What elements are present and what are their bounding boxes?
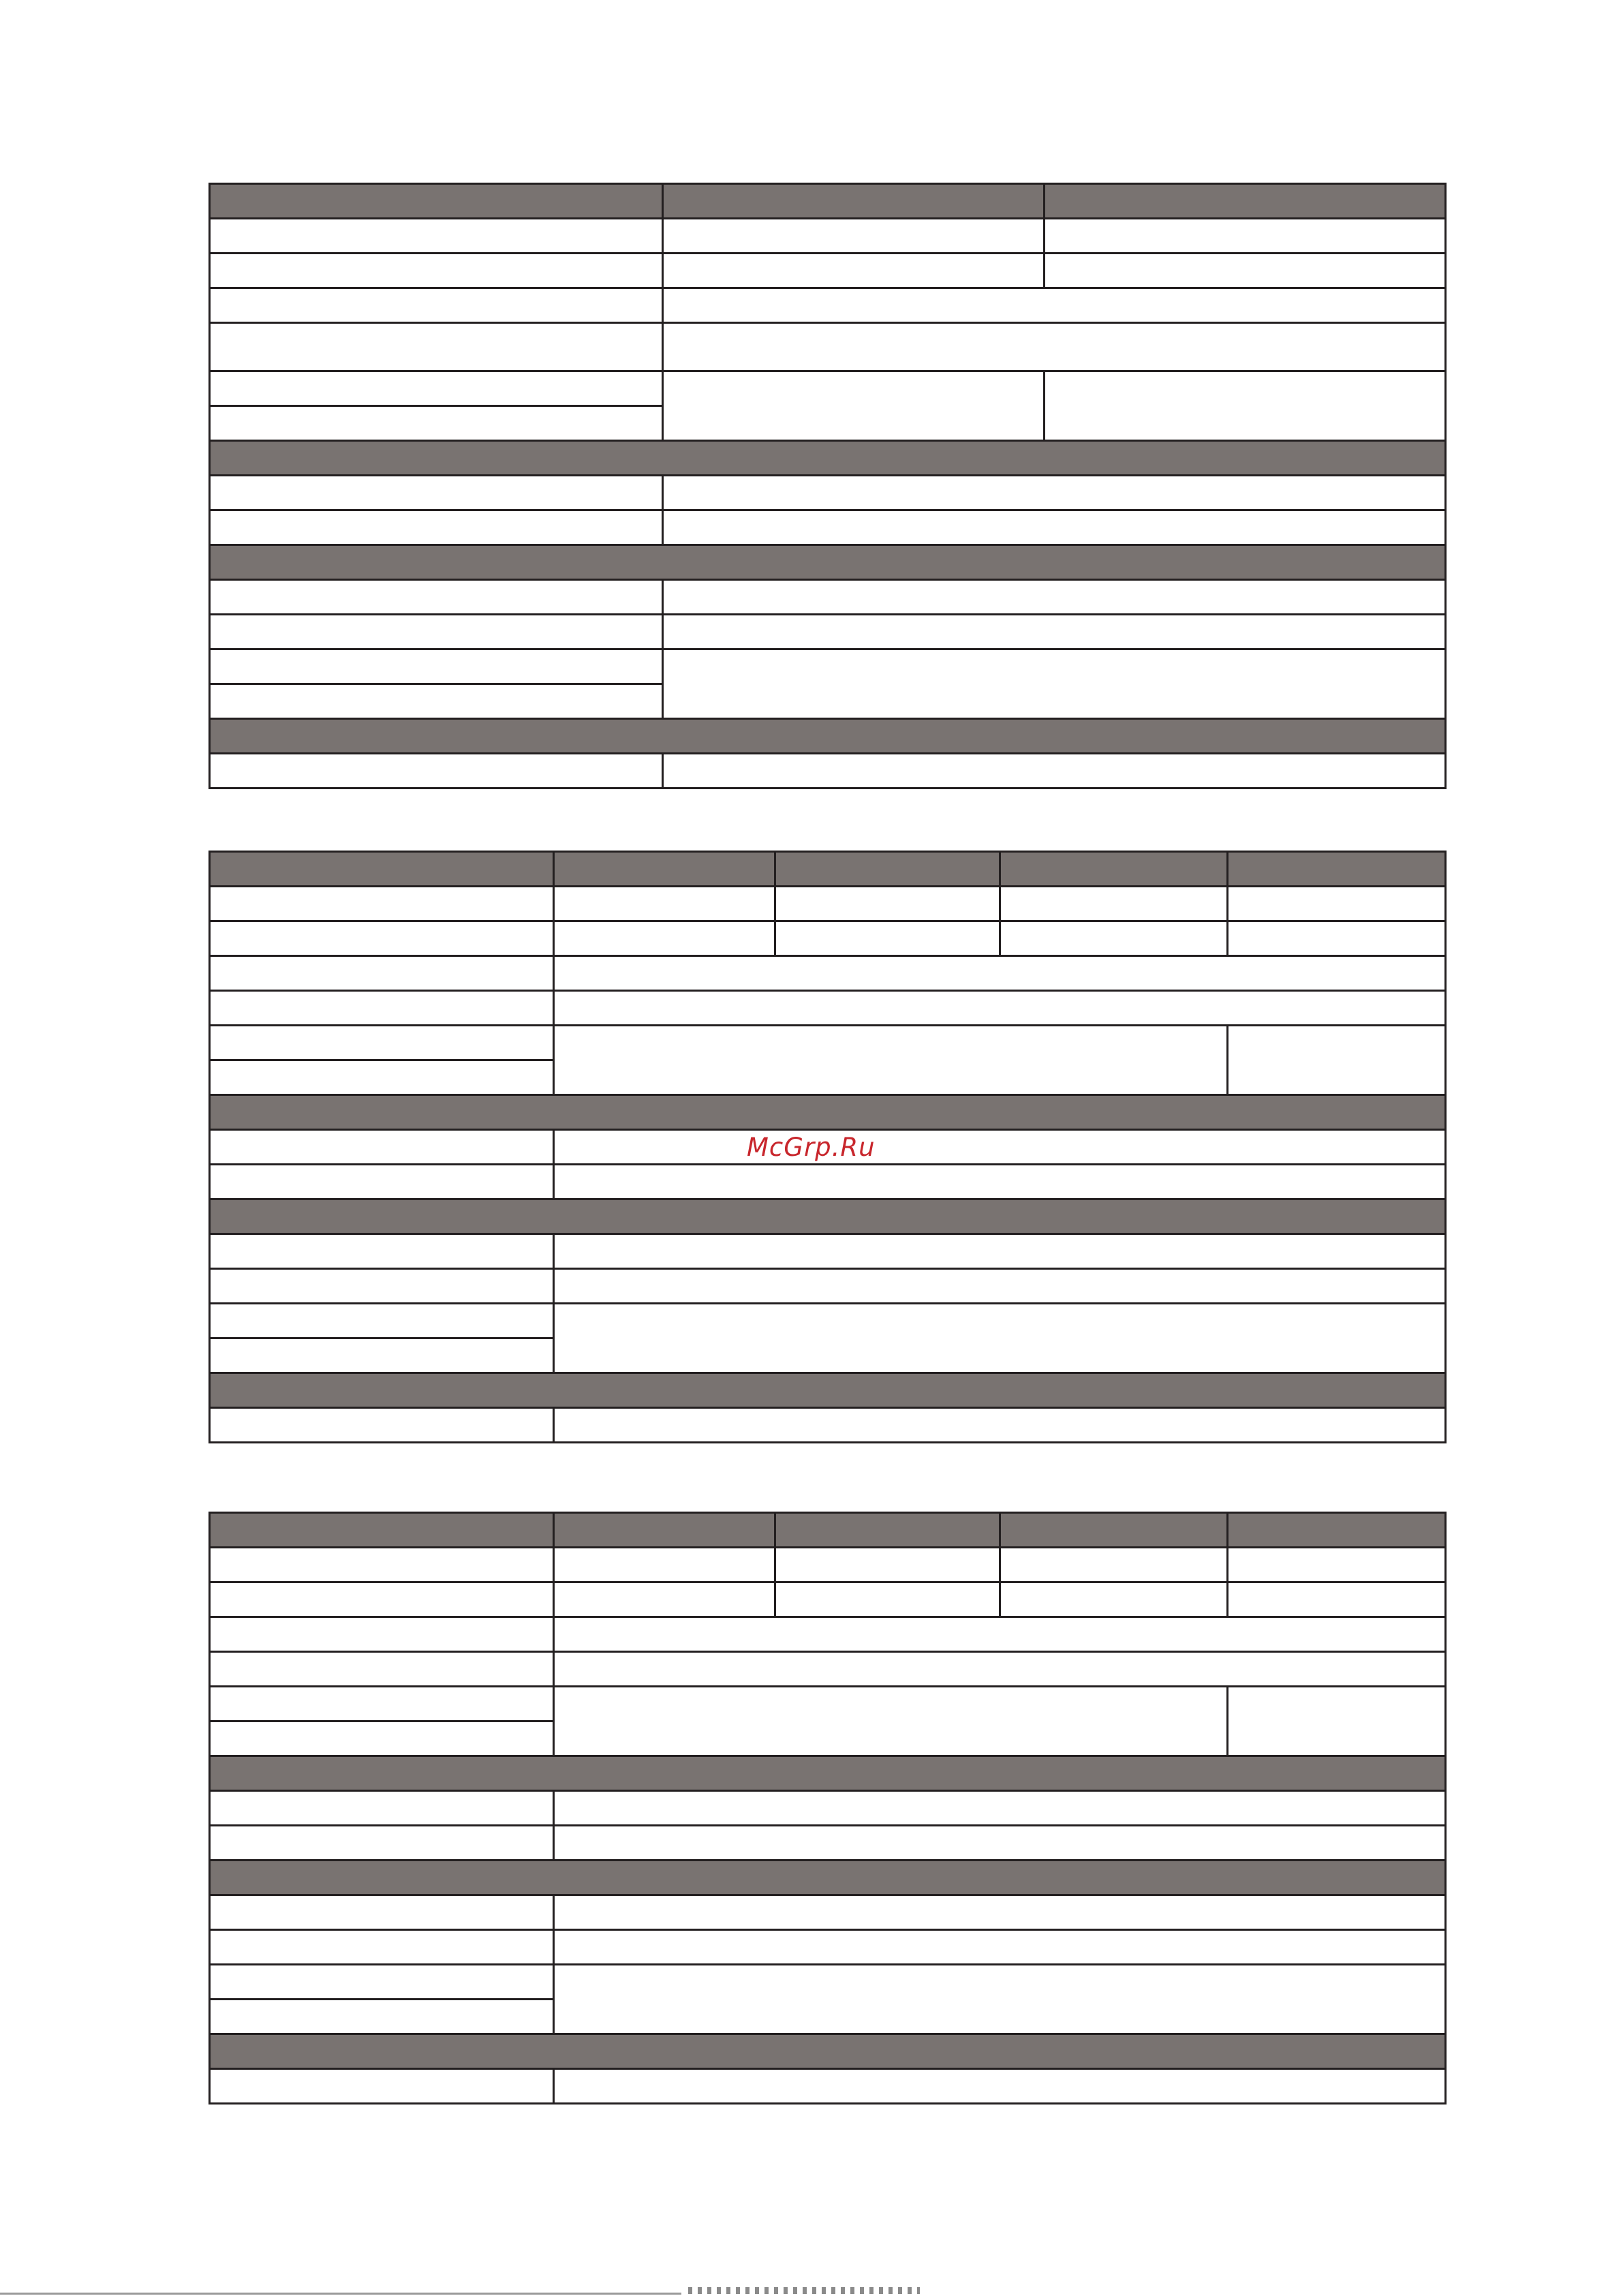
label-cell (210, 1408, 554, 1443)
value-cell (554, 1130, 1446, 1165)
table-row (210, 1652, 1446, 1687)
value-cell (775, 887, 1000, 921)
value-cell (775, 921, 1000, 956)
spec-table-3 (208, 1512, 1447, 2104)
label-cell (210, 1026, 554, 1060)
header-cell (663, 184, 1045, 219)
label-cell (210, 1930, 554, 1965)
footer-marks (688, 2287, 920, 2294)
label-cell (210, 219, 663, 254)
header-cell (210, 852, 554, 887)
header-cell (210, 184, 663, 219)
label-cell (210, 1791, 554, 1826)
label-cell (210, 1652, 554, 1687)
value-cell (554, 1304, 1446, 1373)
section-header-cell (210, 1095, 1446, 1130)
label-cell (210, 406, 663, 441)
label-cell (210, 754, 663, 789)
value-cell (663, 649, 1446, 719)
value-cell (554, 921, 775, 956)
value-cell (1000, 921, 1228, 956)
value-cell (554, 1165, 1446, 1199)
table-header-row (210, 1513, 1446, 1548)
value-cell (663, 371, 1045, 441)
spec-table-1 (208, 183, 1447, 789)
value-cell (1228, 1687, 1446, 1756)
table-header-row (210, 852, 1446, 887)
value-cell (1228, 1582, 1446, 1617)
table-row (210, 1895, 1446, 1930)
section-header-row (210, 2034, 1446, 2069)
header-cell (1045, 184, 1446, 219)
section-header-cell (210, 719, 1446, 754)
header-cell (1228, 1513, 1446, 1548)
table-row (210, 1408, 1446, 1443)
label-cell (210, 254, 663, 288)
label-cell (210, 476, 663, 510)
table-header-row (210, 184, 1446, 219)
label-cell (210, 1965, 554, 2000)
value-cell (554, 1652, 1446, 1687)
value-cell (663, 219, 1045, 254)
value-cell (1000, 1548, 1228, 1582)
label-cell (210, 323, 663, 371)
table-row (210, 1269, 1446, 1304)
value-cell (554, 1687, 1228, 1756)
value-cell (1228, 1548, 1446, 1582)
label-cell (210, 1548, 554, 1582)
header-cell (210, 1513, 554, 1548)
section-header-row (210, 1861, 1446, 1895)
label-cell (210, 1269, 554, 1304)
value-cell (554, 1234, 1446, 1269)
section-header-cell (210, 2034, 1446, 2069)
table-row (210, 1582, 1446, 1617)
value-cell (663, 754, 1446, 789)
table-row (210, 1617, 1446, 1652)
label-cell (210, 1060, 554, 1095)
value-cell (554, 1895, 1446, 1930)
header-cell (1000, 1513, 1228, 1548)
value-cell (1045, 219, 1446, 254)
value-cell (554, 1826, 1446, 1861)
value-cell (775, 1548, 1000, 1582)
value-cell (554, 1965, 1446, 2034)
label-cell (210, 2069, 554, 2104)
label-cell (210, 1234, 554, 1269)
value-cell (1000, 1582, 1228, 1617)
value-cell (1228, 1026, 1446, 1095)
header-cell (1000, 852, 1228, 887)
label-cell (210, 684, 663, 719)
section-header-row (210, 441, 1446, 476)
section-header-row (210, 1756, 1446, 1791)
value-cell (663, 288, 1446, 323)
label-cell (210, 1165, 554, 1199)
value-cell (554, 1269, 1446, 1304)
table-row (210, 371, 1446, 406)
table-row (210, 219, 1446, 254)
table-row (210, 615, 1446, 649)
table-row (210, 1234, 1446, 1269)
section-header-cell (210, 1756, 1446, 1791)
value-cell (663, 254, 1045, 288)
value-cell (554, 2069, 1446, 2104)
label-cell (210, 1895, 554, 1930)
label-cell (210, 921, 554, 956)
value-cell (554, 1408, 1446, 1443)
section-header-cell (210, 545, 1446, 580)
table-row (210, 887, 1446, 921)
value-cell (1045, 371, 1446, 441)
table-row (210, 1687, 1446, 1721)
table-row (210, 2069, 1446, 2104)
value-cell (554, 1026, 1228, 1095)
table-row (210, 956, 1446, 991)
label-cell (210, 2000, 554, 2034)
header-cell (554, 852, 775, 887)
label-cell (210, 956, 554, 991)
footer-rule (0, 2293, 681, 2295)
value-cell (1228, 921, 1446, 956)
table-row (210, 1304, 1446, 1338)
value-cell (554, 1548, 775, 1582)
value-cell (1045, 254, 1446, 288)
header-cell (775, 1513, 1000, 1548)
label-cell (210, 615, 663, 649)
value-cell (1228, 887, 1446, 921)
value-cell (554, 1791, 1446, 1826)
table-row (210, 580, 1446, 615)
header-cell (1228, 852, 1446, 887)
table-row (210, 1826, 1446, 1861)
label-cell (210, 1826, 554, 1861)
value-cell (554, 1582, 775, 1617)
table-row (210, 323, 1446, 371)
table-row (210, 991, 1446, 1026)
value-cell (1000, 887, 1228, 921)
value-cell (554, 956, 1446, 991)
table-row (210, 1930, 1446, 1965)
section-header-row (210, 1095, 1446, 1130)
label-cell (210, 1130, 554, 1165)
value-cell (554, 1617, 1446, 1652)
watermark: McGrp.Ru (747, 1133, 876, 1162)
label-cell (210, 1617, 554, 1652)
label-cell (210, 510, 663, 545)
value-cell (554, 991, 1446, 1026)
table-row (210, 1165, 1446, 1199)
table-row (210, 754, 1446, 789)
table-row (210, 1965, 1446, 2000)
table-row (210, 254, 1446, 288)
value-cell (554, 887, 775, 921)
label-cell (210, 1721, 554, 1756)
section-header-cell (210, 1373, 1446, 1408)
value-cell (663, 323, 1446, 371)
section-header-row (210, 1373, 1446, 1408)
label-cell (210, 1687, 554, 1721)
section-header-cell (210, 441, 1446, 476)
label-cell (210, 1338, 554, 1373)
label-cell (210, 371, 663, 406)
section-header-row (210, 1199, 1446, 1234)
table-row (210, 288, 1446, 323)
table-row (210, 1026, 1446, 1060)
header-cell (775, 852, 1000, 887)
table-row (210, 1548, 1446, 1582)
value-cell (663, 510, 1446, 545)
label-cell (210, 887, 554, 921)
header-cell (554, 1513, 775, 1548)
label-cell (210, 580, 663, 615)
value-cell (663, 580, 1446, 615)
label-cell (210, 1304, 554, 1338)
table-row (210, 921, 1446, 956)
label-cell (210, 288, 663, 323)
table-row (210, 1791, 1446, 1826)
section-header-row (210, 719, 1446, 754)
label-cell (210, 1582, 554, 1617)
label-cell (210, 649, 663, 684)
table-row (210, 510, 1446, 545)
section-header-cell (210, 1861, 1446, 1895)
value-cell (554, 1930, 1446, 1965)
value-cell (775, 1582, 1000, 1617)
label-cell (210, 991, 554, 1026)
value-cell (663, 615, 1446, 649)
section-header-cell (210, 1199, 1446, 1234)
table-row (210, 476, 1446, 510)
value-cell (663, 476, 1446, 510)
table-row (210, 649, 1446, 684)
section-header-row (210, 545, 1446, 580)
